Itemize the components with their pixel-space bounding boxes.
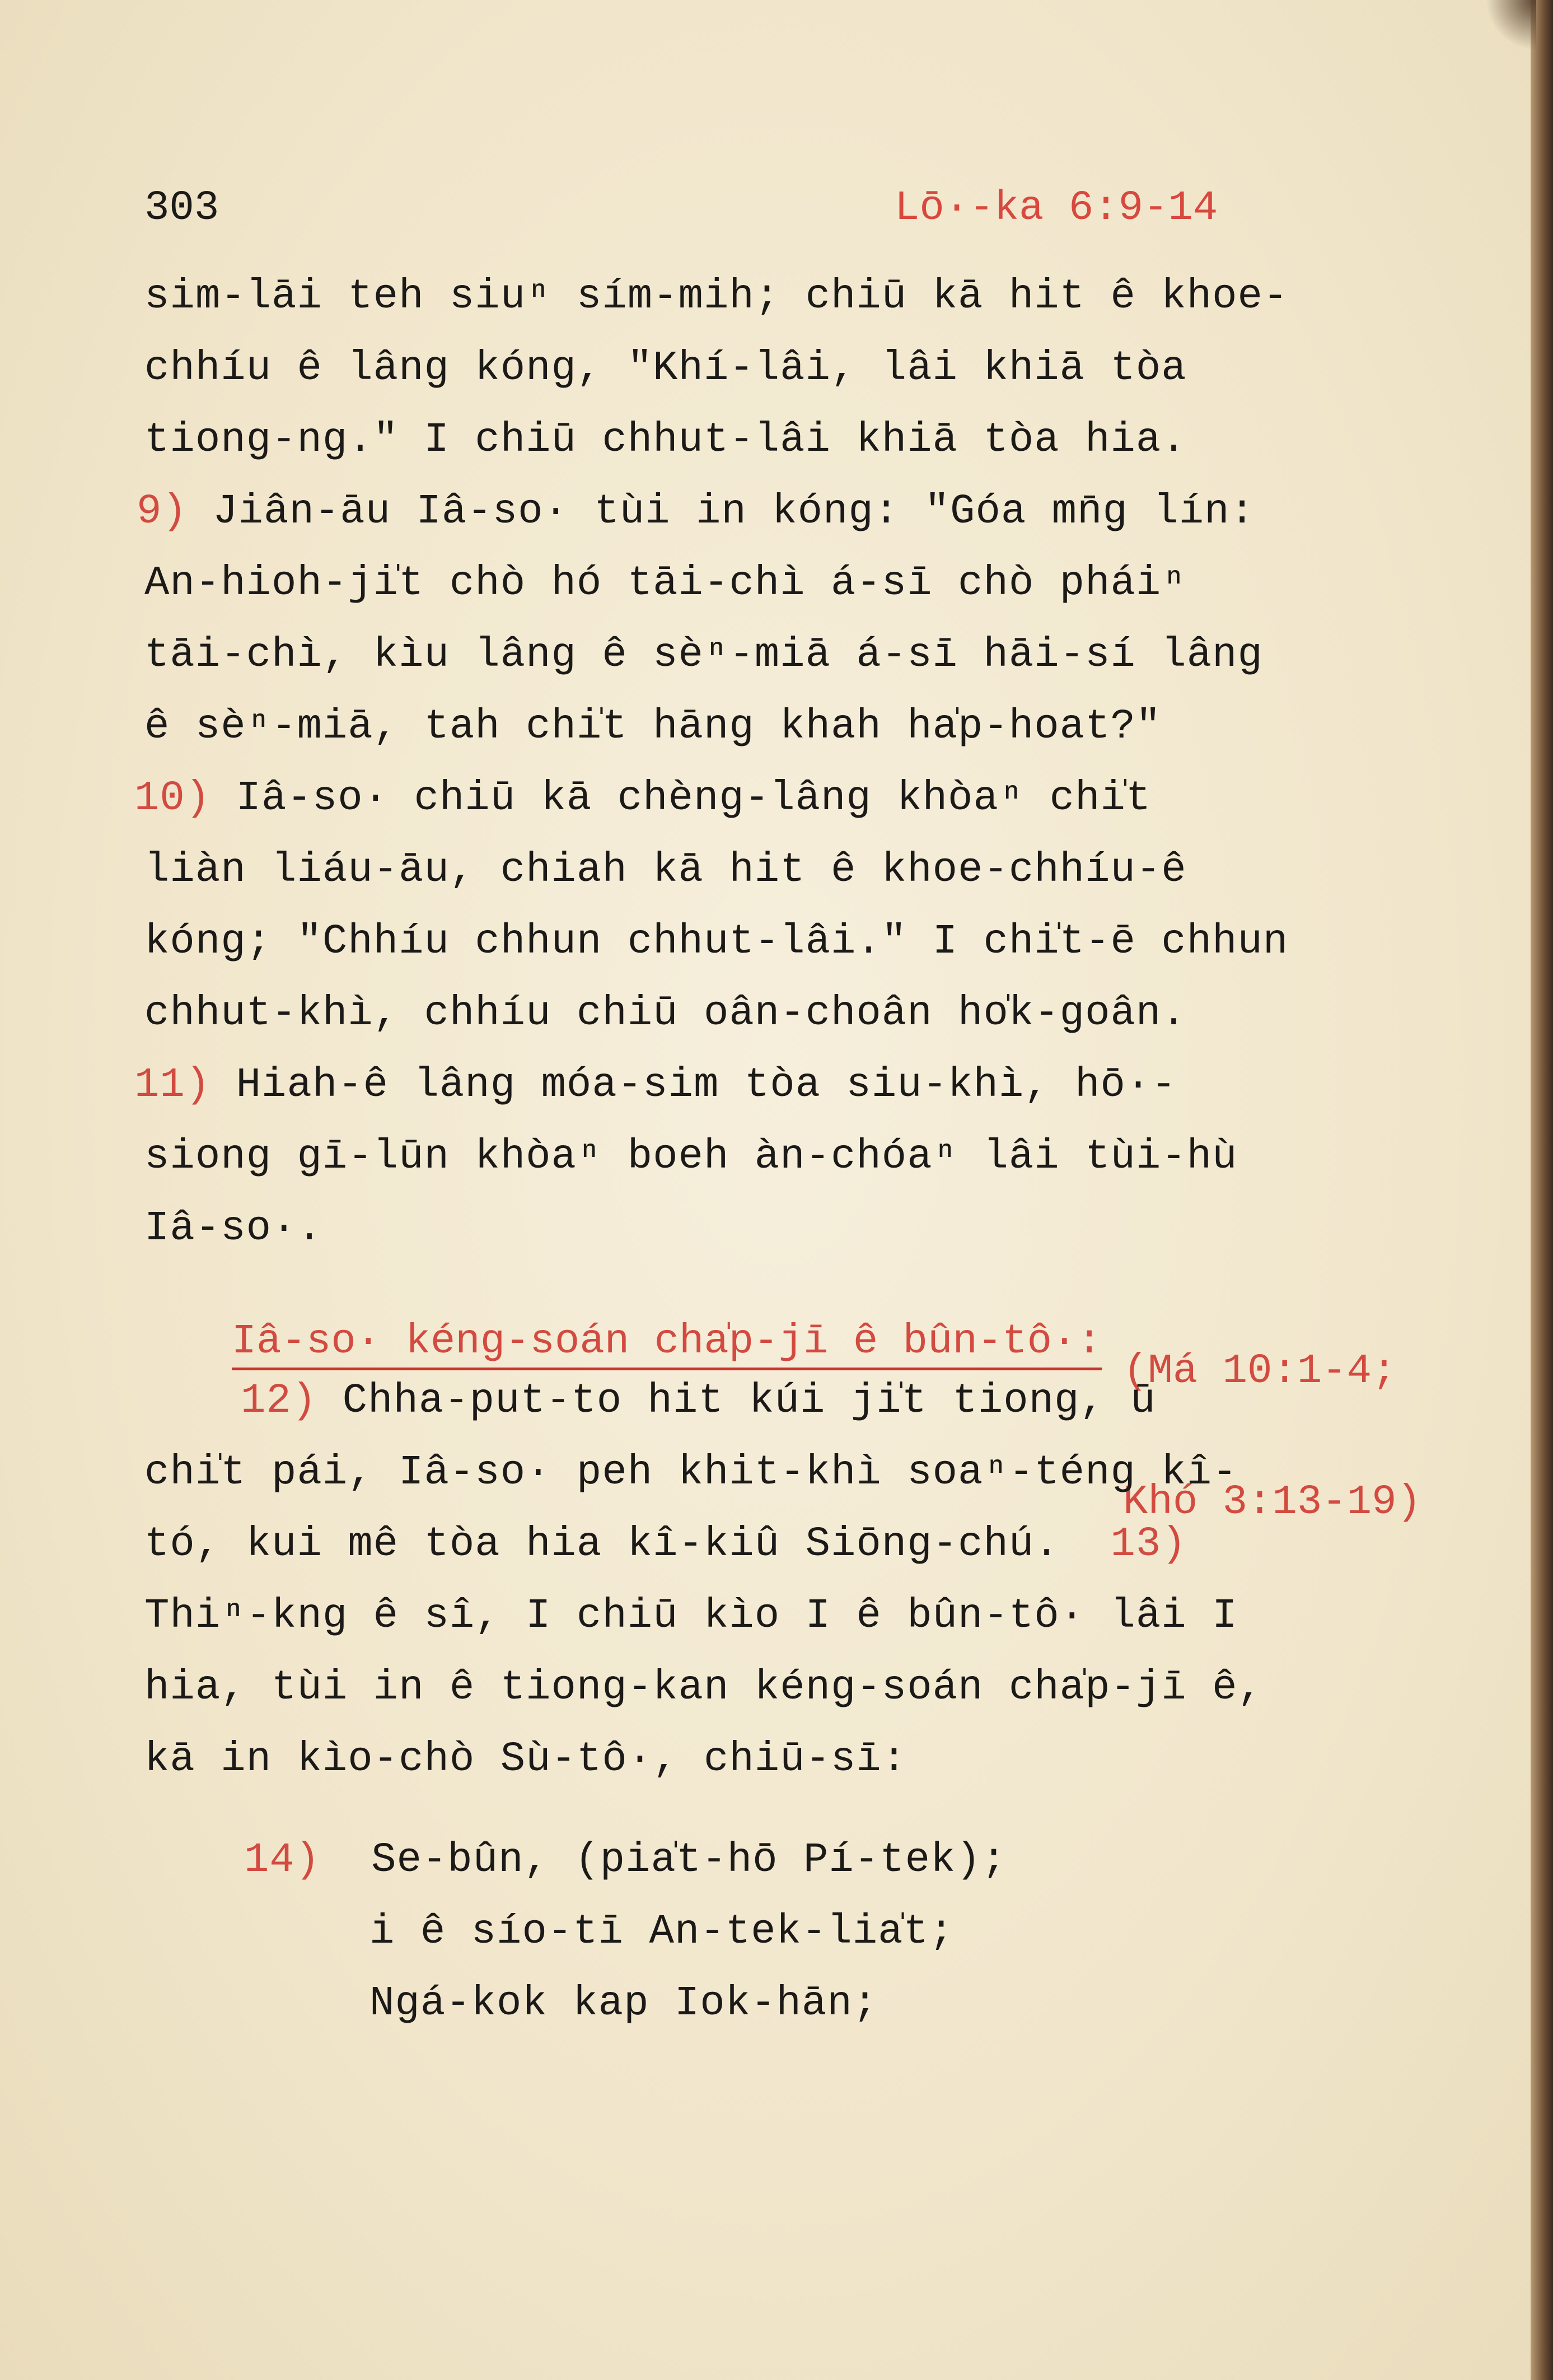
section-ref-line: Khó 3:13-19) [1123, 1479, 1421, 1526]
list-line [369, 1980, 878, 2027]
text-line [137, 488, 1255, 535]
text-line [144, 1133, 1238, 1180]
text-line [144, 1664, 1263, 1711]
line-text: tiong-ng." I chiū chhut-lâi khiā tòa hia. [144, 417, 1187, 464]
text-line [134, 775, 1151, 822]
line-text: kā in kìo-chò Sù-tô·, chiū-sī: [144, 1736, 908, 1783]
text-line [241, 1378, 1156, 1425]
verse-number: 13) [1110, 1521, 1187, 1568]
text-line [144, 1736, 907, 1783]
line-text: chhíu ê lâng kóng, "Khí-lâi, lâi khiā tòa [144, 345, 1187, 392]
text-line [144, 345, 1187, 392]
line-text: ê sèⁿ-miā, tah chi̍t hāng khah ha̍p-hoat?" [144, 703, 1162, 750]
chapter-reference: Lō·-ka 6:9-14 [895, 185, 1218, 232]
line-text: sim-lāi teh siuⁿ sím-mih; chiū kā hit ê khoe- [144, 273, 1289, 320]
line-text: Jiân-āu Iâ-so· tùi in kóng: "Góa mn̄g lín: [187, 488, 1255, 535]
page-corner-shadow [1486, 0, 1536, 50]
section-ref-line: (Má 10:1-4; [1123, 1348, 1397, 1395]
list-line [369, 1908, 954, 1956]
line-text: chi̍t pái, Iâ-so· peh khit-khì soaⁿ-téng kî- [144, 1449, 1238, 1496]
line-text: tó, kui mê tòa hia kî-kiû Siōng-chú. [144, 1521, 1060, 1568]
line-text: Ngá-kok kap Iok-hān; [369, 1980, 878, 2027]
line-text: Thiⁿ-kng ê sî, I chiū kìo I ê bûn-tô· lâi I [144, 1593, 1238, 1640]
text-line [144, 273, 1288, 320]
page-header [144, 185, 1421, 252]
text-line [144, 1449, 1238, 1496]
list-line [244, 1837, 1007, 1884]
line-text: Iâ-so·. [144, 1205, 322, 1252]
text-line [144, 918, 1288, 965]
verse-number: 14) [244, 1837, 321, 1884]
line-text: Iâ-so· chiū kā chèng-lâng khòaⁿ chi̍t [211, 775, 1152, 822]
text-line [144, 703, 1161, 750]
text-line [144, 847, 1187, 894]
page-number: 303 [144, 185, 219, 232]
verse-number: 9) [137, 488, 188, 535]
line-text: liàn liáu-āu, chiah kā hit ê khoe-chhíu-ê [144, 847, 1187, 894]
line-text: chhut-khì, chhíu chiū oân-choân ho̍k-goân. [144, 990, 1187, 1037]
line-text: tāi-chì, kìu lâng ê sèⁿ-miā á-sī hāi-sí lâng [144, 632, 1263, 679]
text-line [144, 1205, 322, 1252]
verse-number: 10) [134, 775, 211, 822]
line-text: An-hioh-ji̍t chò hó tāi-chì á-sī chò pháiⁿ [144, 560, 1187, 607]
verse-number: 11) [134, 1062, 211, 1109]
text-line [144, 560, 1187, 607]
line-text: kóng; "Chhíu chhun chhut-lâi." I chi̍t-ē chhun [144, 918, 1289, 965]
section-title: Iâ-so· kéng-soán cha̍p-jī ê bûn-tô·: [232, 1318, 1102, 1370]
book-spine [1531, 0, 1553, 2380]
text-line [134, 1062, 1177, 1109]
verse-number: 12) [241, 1378, 317, 1425]
line-text: Se-bûn, (pia̍t-hō Pí-tek); [371, 1837, 1007, 1884]
line-text: Chha-put-to hit kúi ji̍t tiong, ū [317, 1378, 1156, 1425]
line-text: Hiah-ê lâng móa-sim tòa siu-khì, hō·- [211, 1062, 1177, 1109]
text-line [144, 417, 1187, 464]
line-text: i ê sío-tī An-tek-lia̍t; [369, 1908, 955, 1956]
line-text: hia, tùi in ê tiong-kan kéng-soán cha̍p-jī ê, [144, 1664, 1263, 1711]
text-line [144, 1521, 1187, 1568]
line-text: siong gī-lūn khòaⁿ boeh àn-chóaⁿ lâi tùi-hù [144, 1133, 1238, 1180]
text-line [144, 990, 1187, 1037]
text-line [144, 1593, 1238, 1640]
text-line [144, 632, 1263, 679]
